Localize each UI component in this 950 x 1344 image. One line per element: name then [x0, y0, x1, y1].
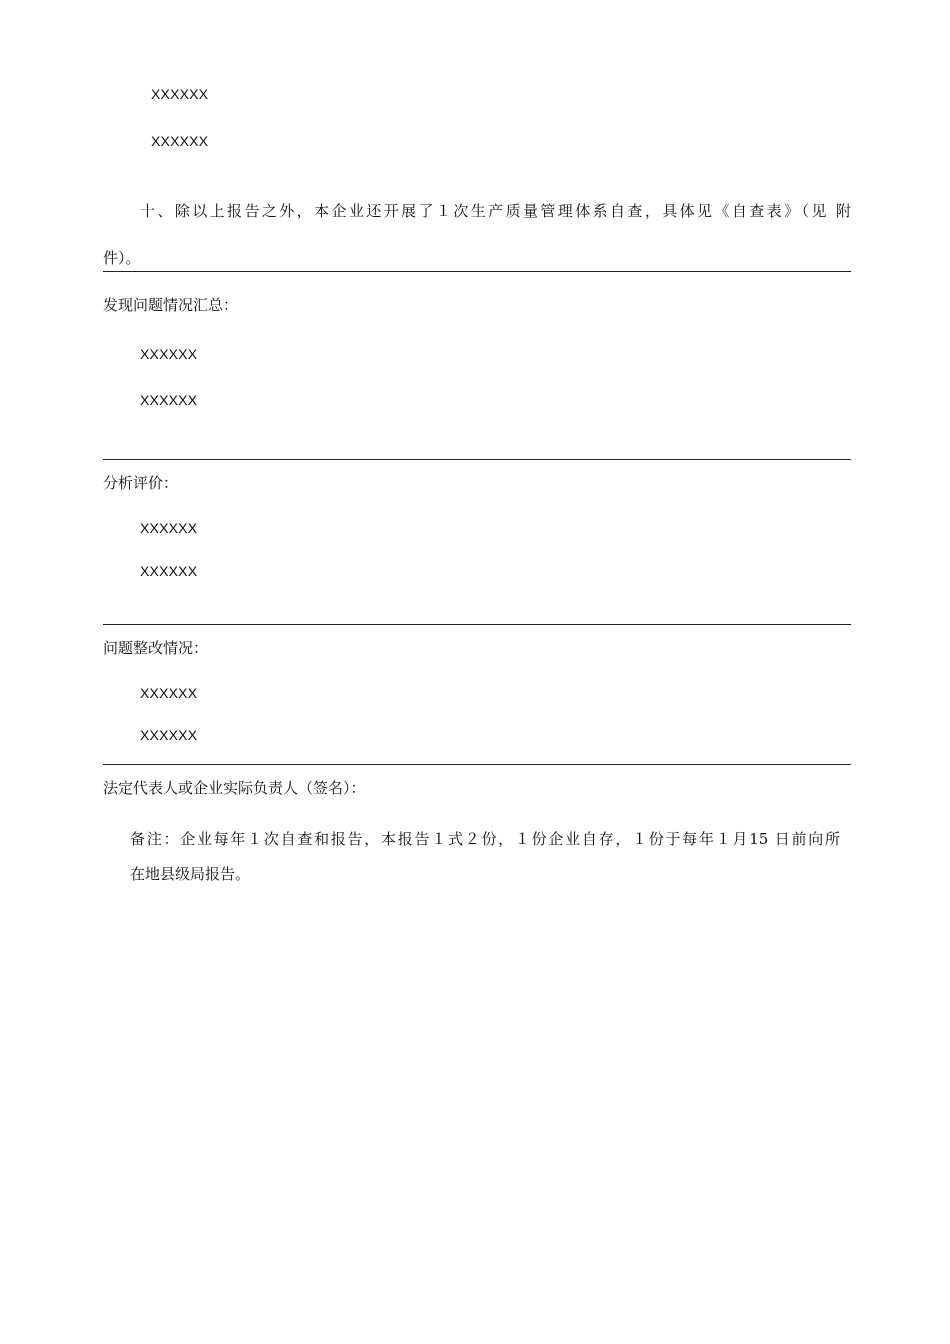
issues-item-2: XXXXXX [140, 392, 198, 408]
divider [103, 624, 851, 625]
analysis-heading: 分析评价： [103, 474, 179, 492]
analysis-item-1: XXXXXX [140, 520, 198, 536]
rectification-item-2: XXXXXX [140, 727, 198, 743]
divider [103, 271, 851, 272]
top-item-2: XXXXXX [151, 133, 209, 149]
issues-item-1: XXXXXX [140, 346, 198, 362]
item-ten-line-1: 十、除以上报告之外，本企业还开展了１次生产质量管理体系自查，具体见《自查表》（见 附 [140, 202, 851, 220]
signature-label: 法定代表人或企业实际负责人（签名）： [103, 779, 366, 797]
note-line-1: 备注：企业每年１次自查和报告，本报告１式２份，１份企业自存，１份于每年１月15 日前向所 [130, 830, 840, 848]
divider [103, 459, 851, 460]
note-line-2: 在地县级局报告。 [130, 865, 251, 883]
divider [103, 764, 851, 765]
top-item-1: XXXXXX [151, 86, 209, 102]
rectification-item-1: XXXXXX [140, 685, 198, 701]
rectification-heading: 问题整改情况： [103, 639, 209, 657]
analysis-item-2: XXXXXX [140, 563, 198, 579]
item-ten-line-2: 件）。 [103, 249, 141, 267]
issues-heading: 发现问题情况汇总： [103, 296, 239, 314]
